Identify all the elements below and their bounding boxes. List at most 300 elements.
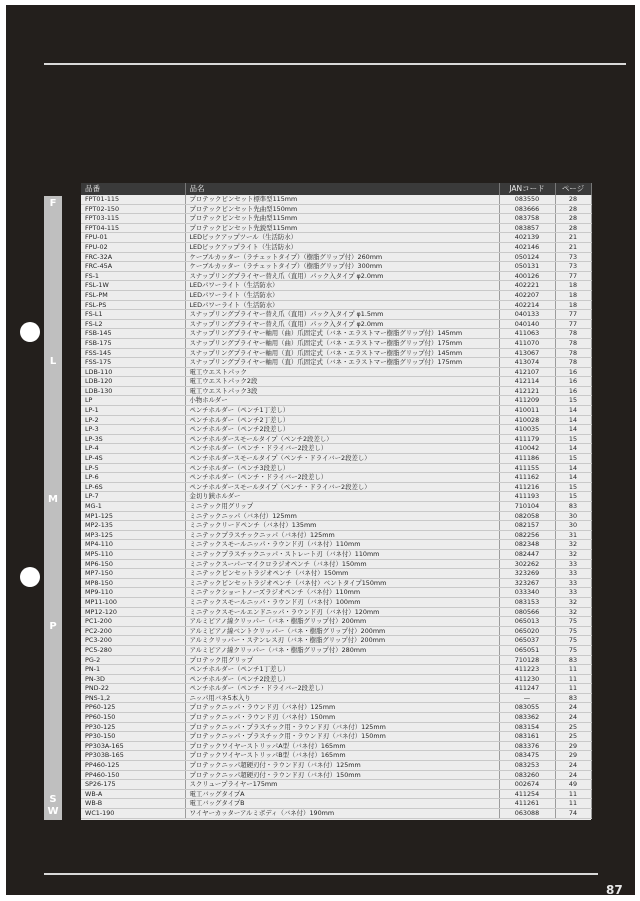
product-code: LDB-120 [81,377,185,387]
jan-code: 413067 [499,348,555,358]
page-ref: 75 [555,617,591,627]
jan-code: 083260 [499,770,555,780]
jan-code: 411247 [499,684,555,694]
product-name: LEDパワーライト（生活防水） [185,281,499,291]
table-row [81,406,591,416]
product-name: スナップリングプライヤー軸用（曲）爪固定式（バネ・エラストマー樹脂グリップ付）145mm [185,329,499,339]
jan-code: 082058 [499,511,555,521]
page-ref: 18 [555,281,591,291]
product-code: PC3-200 [81,636,185,646]
table-row [81,607,591,617]
product-name: ミニテックスーパーマイクロラジオペンチ（バネ付）150mm [185,559,499,569]
table-row [81,290,591,300]
page-ref: 28 [555,195,591,204]
jan-code: 082256 [499,530,555,540]
jan-code: 400126 [499,271,555,281]
product-code: MP7-150 [81,569,185,579]
page-ref: 73 [555,252,591,262]
product-code: PC1-200 [81,617,185,627]
page-ref: 29 [555,751,591,761]
product-code: FSS-175 [81,358,185,368]
table-row [81,684,591,694]
page-ref: 16 [555,386,591,396]
jan-code: 410028 [499,415,555,425]
jan-code: 050124 [499,252,555,262]
product-name: ミニテックスモールニッパ・ラウンド刃（バネ付）110mm [185,540,499,550]
table-row [81,271,591,281]
page-ref: 11 [555,684,591,694]
table-row [81,511,591,521]
page-ref: 18 [555,290,591,300]
page-ref: 16 [555,367,591,377]
product-code: FSS-145 [81,348,185,358]
jan-code: 083362 [499,713,555,723]
product-name: スナップリングプライヤー替え爪（直用）パック入タイプ φ1.5mm [185,310,499,320]
jan-code: 412107 [499,367,555,377]
product-code: PN-1 [81,665,185,675]
product-name: スナップリングプライヤー軸用（直）爪固定式（バネ・エラストマー樹脂グリップ付）145mm [185,348,499,358]
product-code: LP-3 [81,425,185,435]
page-ref: 24 [555,761,591,771]
page-ref: 30 [555,511,591,521]
jan-code: 040133 [499,310,555,320]
product-name: プロテックピンセット先曲型115mm [185,214,499,224]
product-name: プロテックニッパ超硬刃付・ラウンド刃（バネ付）150mm [185,770,499,780]
jan-code: 402214 [499,300,555,310]
jan-code: 083857 [499,223,555,233]
product-name: LEDピックアップツール（生活防水） [185,233,499,243]
product-code: WB-A [81,789,185,799]
table-row [81,454,591,464]
product-name: アルミピアノ線クリッパー（バネ・樹脂グリップ付）280mm [185,645,499,655]
table-row [81,588,591,598]
top-divider [44,63,626,65]
page-ref: 83 [555,693,591,703]
page-ref: 78 [555,338,591,348]
binder-hole-bottom [20,567,40,587]
table-row [81,358,591,368]
product-code: FSB-145 [81,329,185,339]
jan-code: 083475 [499,751,555,761]
page-ref: 14 [555,415,591,425]
page-ref: 29 [555,741,591,751]
jan-code: 080566 [499,607,555,617]
index-letter-m: M [48,494,58,505]
product-name: プロテックニッパ・プラスチック用・ラウンド刃（バネ付）150mm [185,732,499,742]
page-ref: 11 [555,665,591,675]
table-row [81,626,591,636]
table-row [81,300,591,310]
product-table-panel [81,183,591,820]
product-name: ミニテックプラスチックニッパ（バネ付）125mm [185,530,499,540]
product-code: PG-2 [81,655,185,665]
product-code: FPT03-115 [81,214,185,224]
page-ref: 33 [555,578,591,588]
jan-code: 082447 [499,549,555,559]
product-code: MP4-110 [81,540,185,550]
product-code: LP-2 [81,415,185,425]
product-name: 電工ウエストパック [185,367,499,377]
page-ref: 32 [555,549,591,559]
product-code: PP60-125 [81,703,185,713]
table-row [81,338,591,348]
product-name: ペンチホルダー（ペンチ・ドライバー2段差し） [185,444,499,454]
product-name: ミニテックピンセットラジオペンチ（バネ付）150mm [185,569,499,579]
product-name: プロテックニッパ超硬刃付・ラウンド刃（バネ付）125mm [185,761,499,771]
product-name: ペンチホルダー（ペンチ・ドライバー2段差し） [185,684,499,694]
jan-code: 065013 [499,617,555,627]
jan-code: 065020 [499,626,555,636]
table-row [81,425,591,435]
table-row [81,617,591,627]
jan-code: 083055 [499,703,555,713]
jan-code: 411063 [499,329,555,339]
product-name: プロテックピンセット標準型115mm [185,195,499,204]
jan-code: 083253 [499,761,555,771]
table-row [81,713,591,723]
page-ref: 32 [555,607,591,617]
page-ref: 30 [555,521,591,531]
product-code: MP6-150 [81,559,185,569]
table-row [81,799,591,809]
index-letter-p: P [49,621,57,632]
product-name: ペンチホルダースモールタイプ（ペンチ・ドライバー2段差し） [185,454,499,464]
table-row [81,703,591,713]
product-code: PP30-150 [81,732,185,742]
jan-code: 083376 [499,741,555,751]
page-ref: 28 [555,223,591,233]
table-row [81,329,591,339]
jan-code: 412121 [499,386,555,396]
page-ref: 78 [555,348,591,358]
jan-code: 710104 [499,502,555,512]
table-row [81,540,591,550]
product-name: 電工バッグタイプB [185,799,499,809]
product-name: プロテックワイヤーストリッパB型（バネ付）165mm [185,751,499,761]
page-ref: 25 [555,722,591,732]
table-row [81,463,591,473]
product-code: PP303A-165 [81,741,185,751]
page-ref: 21 [555,233,591,243]
product-name: ミニテックスモールエンドニッパ・ラウンド刃（バネ付）120mm [185,607,499,617]
product-code: FS-L2 [81,319,185,329]
jan-code: 065051 [499,645,555,655]
product-code: MP2-135 [81,521,185,531]
page-ref: 77 [555,319,591,329]
jan-code: 040140 [499,319,555,329]
header-jan: JANコード [499,183,555,195]
table-row [81,204,591,214]
table-row [81,473,591,483]
page-ref: 75 [555,626,591,636]
product-name: アルミクリッパー・ステンレス刃（バネ・樹脂グリップ付）200mm [185,636,499,646]
page-ref: 32 [555,597,591,607]
page-ref: 15 [555,396,591,406]
table-row [81,281,591,291]
product-name: プロテックニッパ・ラウンド刃（バネ付）125mm [185,703,499,713]
page-ref: 33 [555,569,591,579]
product-name: ミニテックピンセットラジオペンチ（バネ付）ベントタイプ150mm [185,578,499,588]
table-header-row [81,183,591,195]
page-ref: 21 [555,242,591,252]
table-row [81,415,591,425]
jan-code: 411209 [499,396,555,406]
jan-code: 402146 [499,242,555,252]
page-ref: 28 [555,214,591,224]
page-ref: 24 [555,703,591,713]
product-name: プロテックニッパ・ラウンド刃（バネ付）150mm [185,713,499,723]
product-code: PND-22 [81,684,185,694]
table-row [81,492,591,502]
product-code: LP [81,396,185,406]
table-body [81,195,591,818]
product-name: ペンチホルダー（ペンチ2段差し） [185,425,499,435]
table-row [81,780,591,790]
table-row [81,809,591,819]
product-code: WC1-190 [81,809,185,819]
table-row [81,367,591,377]
binder-hole-top [20,322,40,342]
page-ref: 77 [555,271,591,281]
product-name: スクリュープライヤー175mm [185,780,499,790]
table-row [81,530,591,540]
page-ref: 15 [555,482,591,492]
product-name: スナップリングプライヤー軸用（曲）爪固定式（バネ・エラストマー樹脂グリップ付）175mm [185,338,499,348]
jan-code: 411162 [499,473,555,483]
jan-code: 411254 [499,789,555,799]
product-name: プロテックニッパ・プラスチック用・ラウンド刃（バネ付）125mm [185,722,499,732]
jan-code: 411070 [499,338,555,348]
jan-code: — [499,693,555,703]
product-code: FSL-PS [81,300,185,310]
product-name: プロテックワイヤーストリッパA型（バネ付）165mm [185,741,499,751]
jan-code: 402139 [499,233,555,243]
jan-code: 413074 [499,358,555,368]
product-code: PC5-280 [81,645,185,655]
product-code: LP-5 [81,463,185,473]
product-name: 電工バッグタイプA [185,789,499,799]
page-ref: 15 [555,434,591,444]
table-row [81,549,591,559]
table-row [81,348,591,358]
page-ref: 75 [555,645,591,655]
jan-code: 411223 [499,665,555,675]
page-ref: 14 [555,425,591,435]
page-ref: 14 [555,444,591,454]
product-code: PC2-200 [81,626,185,636]
product-code: FPT02-150 [81,204,185,214]
product-name: スナップリングプライヤー替え爪（直用）パック入タイプ φ2.0mm [185,319,499,329]
bottom-divider [44,873,598,875]
index-letter-f: F [49,198,57,209]
jan-code: 083154 [499,722,555,732]
page-ref: 77 [555,310,591,320]
page-ref: 32 [555,540,591,550]
product-name: ミニテック用グリップ [185,502,499,512]
product-code: PN-3D [81,674,185,684]
jan-code: 410035 [499,425,555,435]
product-name: ペンチホルダー（ペンチ1丁差し） [185,665,499,675]
product-name: ケーブルカッター（ラチェットタイプ）（樹脂グリップ付）300mm [185,262,499,272]
table-row [81,262,591,272]
product-code: LP-6S [81,482,185,492]
table-row [81,674,591,684]
product-name: ミニテックニッパ（バネ付）125mm [185,511,499,521]
product-code: WB-B [81,799,185,809]
jan-code: 082157 [499,521,555,531]
product-code: FPU-01 [81,233,185,243]
page-ref: 31 [555,530,591,540]
page-ref: 15 [555,492,591,502]
table-row [81,578,591,588]
table-row [81,444,591,454]
jan-code: 323269 [499,569,555,579]
product-code: PP30-125 [81,722,185,732]
product-code: LDB-110 [81,367,185,377]
product-name: LEDピックアップライト（生活防水） [185,242,499,252]
table-row [81,722,591,732]
table-row [81,636,591,646]
jan-code: 411179 [499,434,555,444]
page-ref: 28 [555,204,591,214]
header-code: 品番 [81,183,185,195]
product-name: ペンチホルダースモールタイプ（ペンチ2段差し） [185,434,499,444]
table-row [81,242,591,252]
table-row [81,559,591,569]
product-name: 金切り鋏ホルダー [185,492,499,502]
jan-code: 065037 [499,636,555,646]
table-row [81,482,591,492]
table-row [81,597,591,607]
table-row [81,732,591,742]
table-row [81,521,591,531]
product-code: MP9-110 [81,588,185,598]
product-code: LP-7 [81,492,185,502]
jan-code: 710128 [499,655,555,665]
product-name: ケーブルカッター（ラチェットタイプ）（樹脂グリップ付）260mm [185,252,499,262]
jan-code: 402221 [499,281,555,291]
header-page: ページ [555,183,591,195]
jan-code: 412114 [499,377,555,387]
product-code: SP26-175 [81,780,185,790]
product-name: 小物ホルダー [185,396,499,406]
table-row [81,789,591,799]
jan-code: 083161 [499,732,555,742]
table-row [81,195,591,204]
product-name: 電工ウエストパック2段 [185,377,499,387]
product-code: FS-L1 [81,310,185,320]
table-row [81,233,591,243]
product-name: ワイヤーカッターアルミボディ（バネ付）190mm [185,809,499,819]
product-name: ペンチホルダー（ペンチ・ドライバー2段差し） [185,473,499,483]
index-strip [44,196,62,820]
page-ref: 75 [555,636,591,646]
page-ref: 11 [555,799,591,809]
product-name: ペンチホルダー（ペンチ2丁差し） [185,415,499,425]
table-row [81,665,591,675]
product-name: アルミピアノ線クリッパー（バネ・樹脂グリップ付）200mm [185,617,499,627]
product-code: LP-1 [81,406,185,416]
jan-code: 083153 [499,597,555,607]
jan-code: 411230 [499,674,555,684]
product-code: LP-4S [81,454,185,464]
jan-code: 002674 [499,780,555,790]
product-name: ミニテックスモールニッパ・ラウンド刃（バネ付）100mm [185,597,499,607]
product-code: FRC-32A [81,252,185,262]
table-row [81,396,591,406]
jan-code: 033340 [499,588,555,598]
page-ref: 25 [555,732,591,742]
product-name: ミニテックリードペンチ（バネ付）135mm [185,521,499,531]
product-code: LP-4 [81,444,185,454]
page-ref: 78 [555,358,591,368]
table-row [81,770,591,780]
table-row [81,377,591,387]
table-row [81,252,591,262]
page-ref: 15 [555,454,591,464]
product-name: ミニテックショートノーズラジオペンチ（バネ付）110mm [185,588,499,598]
table-row [81,751,591,761]
product-name: ニッパ用バネ5本入り [185,693,499,703]
table-row [81,310,591,320]
index-letter-s: S [49,794,57,805]
product-code: FSL-1W [81,281,185,291]
page-ref: 83 [555,502,591,512]
product-code: FPT04-115 [81,223,185,233]
jan-code: 083758 [499,214,555,224]
table-row [81,693,591,703]
product-code: PP460-125 [81,761,185,771]
index-letter-l: L [49,356,57,367]
product-name: スナップリングプライヤー軸用（直）爪固定式（バネ・エラストマー樹脂グリップ付）175mm [185,358,499,368]
page-ref: 73 [555,262,591,272]
page-ref: 24 [555,713,591,723]
page-ref: 18 [555,300,591,310]
product-code: MG-1 [81,502,185,512]
product-code: MP12-120 [81,607,185,617]
product-name: ペンチホルダー（ペンチ2段差し） [185,674,499,684]
product-name: 電工ウエストパック3段 [185,386,499,396]
table-row [81,434,591,444]
page-ref: 11 [555,789,591,799]
product-code: LP-6 [81,473,185,483]
jan-code: 411193 [499,492,555,502]
table-row [81,761,591,771]
page-ref: 11 [555,674,591,684]
table-row [81,214,591,224]
table-row [81,645,591,655]
page-ref: 14 [555,473,591,483]
jan-code: 050131 [499,262,555,272]
product-code: FS-1 [81,271,185,281]
page-ref: 14 [555,406,591,416]
table-row [81,569,591,579]
product-name: プロテックピンセット先鋭型115mm [185,223,499,233]
index-letter-w: W [47,806,59,817]
product-code: MP3-125 [81,530,185,540]
jan-code: 411186 [499,454,555,464]
jan-code: 410042 [499,444,555,454]
table-row [81,319,591,329]
product-code: FRC-45A [81,262,185,272]
product-name: ミニテックプラスチックニッパ・ストレート刃（バネ付）110mm [185,549,499,559]
page-ref: 24 [555,770,591,780]
jan-code: 402207 [499,290,555,300]
table-row [81,655,591,665]
page-ref: 49 [555,780,591,790]
product-name: プロテック用グリップ [185,655,499,665]
product-index-table [81,183,592,819]
